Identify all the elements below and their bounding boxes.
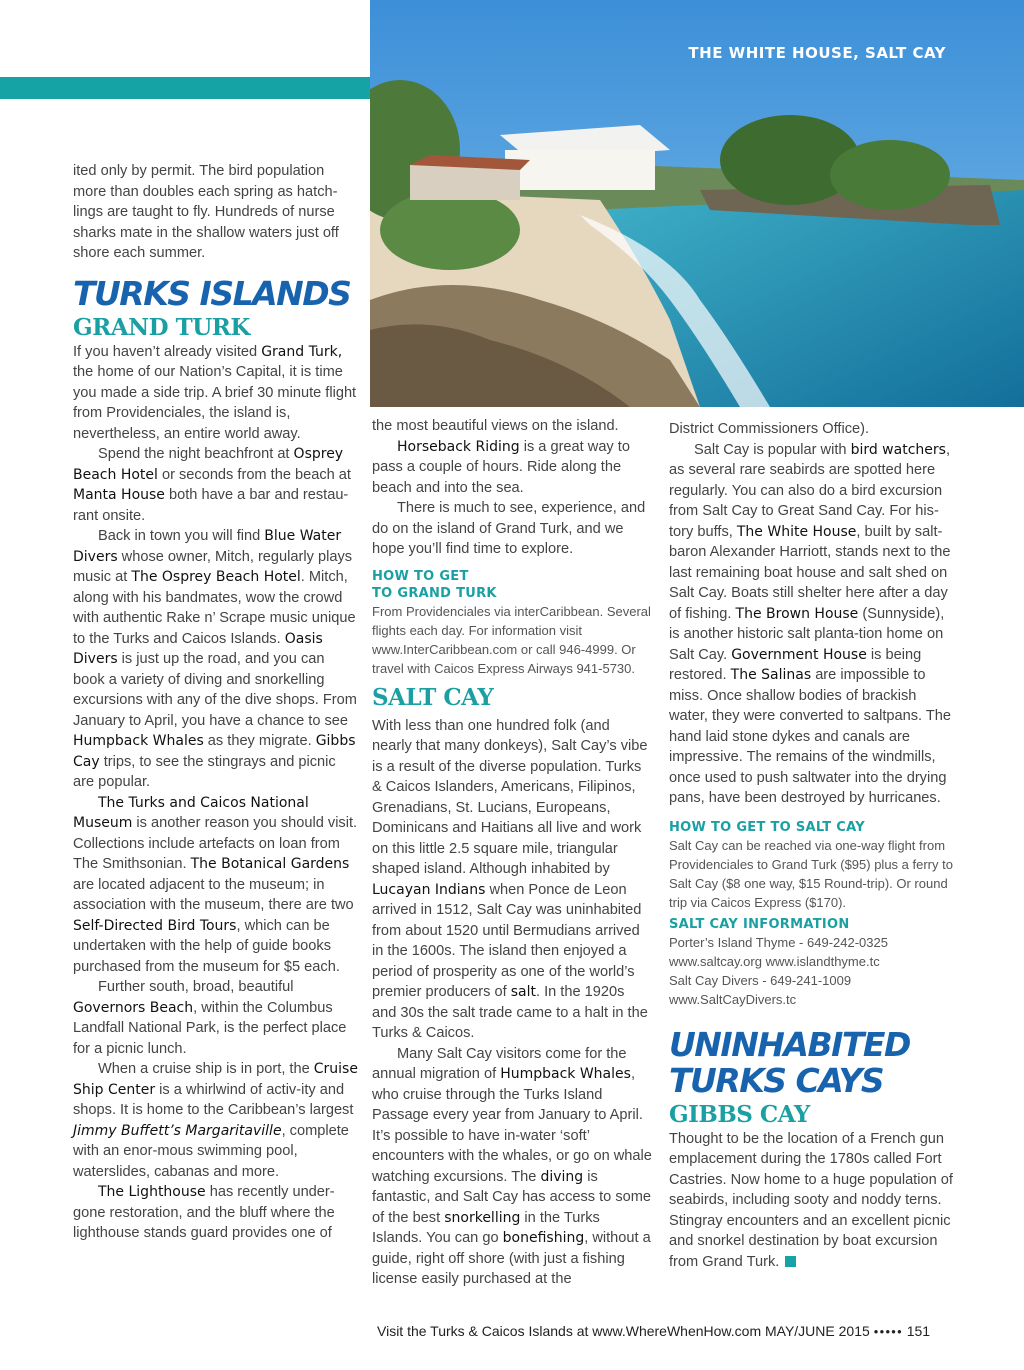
grand-turk-paragraph-5: Further south, broad, beautiful Governors Beach, within the Columbus Landfall National Park, is the perfect place for a picnic lunch. xyxy=(73,979,347,1057)
salt-cay-heading: SALT CAY xyxy=(372,683,494,711)
column-1 xyxy=(73,161,358,1244)
explore-paragraph: There is much to see, experience, and do on the island of Grand Turk, and we hope you’ll find time to explore. xyxy=(372,500,646,557)
how-to-get-grand-turk-heading: HOW TO GET TO GRAND TURK xyxy=(372,568,497,601)
salt-cay-information-heading: SALT CAY INFORMATION xyxy=(669,916,850,932)
salt-cay-info-line-1: Porter’s Island Thyme - 649-242-0325 xyxy=(669,934,888,950)
grand-turk-paragraph-3: Back in town you will find Blue Water Divers whose owner, Mitch, regularly plays music at The Osprey Beach Hotel. Mitch, along with his bandmates, wow the crowd with authentic Rake n’ Scrape music unique to the Turks and Caicos Islands. Oasis Divers is just up the road, and you can book a variety of diving and snorkelling excursions with any of the dive shops. From January to April, you have a chance to see Humpback Whales as they migrate. Gibbs Cay trips, to see the stingrays and picnic are popular. xyxy=(73,528,357,790)
gibbs-cay-paragraph: Thought to be the location of a French gun emplacement during the 1780s called Fort Castries. Now home to a huge population of seabirds, including sooty and noddy terns. Stingray encounters and an excellent picnic and snorkel destination by boat excursion from Grand Turk. xyxy=(669,1130,953,1270)
salt-cay-paragraph-3: District Commissioners Office). xyxy=(669,421,870,437)
how-to-get-grand-turk-text: From Providenciales via interCaribbean. Several flights each day. For information visit www.InterCaribbean.com or call 946-4999. Or travel with Caicos Express Airways 941-5730. xyxy=(372,603,651,676)
salt-cay-paragraph-1: With less than one hundred folk (and nearly that many donkeys), Salt Cay’s vibe is a result of the diverse population. Turks & Caicos Islanders, Americans, Filipinos, Grenadians, St. Lucians, Europeans, Dominicans and Haitians all live and work on this little 2.5 square mile, triangular shaped island. Although inhabited by Lucayan Indians when Ponce de Leon arrived in 1512, Salt Cay was uninhabited from about 1520 until Bermudians arrived in the 1600s. The island then enjoyed a period of prosperity as one of the world’s premier producers of salt. In the 1920s and 30s the salt trade came to a halt in the Turks & Caicos. xyxy=(372,717,648,1041)
how-to-get-salt-cay-text: Salt Cay can be reached via one-way flight from Providenciales to Grand Turk ($95) plus a ferry to Salt Cay ($8 one way, $15 Round-trip). Or round trip via Caicos Express ($170). xyxy=(669,837,953,910)
grand-turk-heading: GRAND TURK xyxy=(73,313,250,341)
end-mark-square xyxy=(785,1256,796,1267)
salt-cay-info-line-4: www.SaltCayDivers.tc xyxy=(669,991,797,1007)
how-to-get-salt-cay-heading: HOW TO GET TO SALT CAY xyxy=(669,819,865,835)
intro-paragraph: ited only by permit. The bird population more than doubles each spring as hatch-lings are taught to fly. Hundreds of nurse sharks mate in the shallow waters just off shore each summer. xyxy=(73,163,339,261)
gibbs-cay-heading: GIBBS CAY xyxy=(669,1100,810,1128)
page-footer xyxy=(377,1323,930,1339)
column-2 xyxy=(372,416,652,1290)
footer-dots: ●●●●● xyxy=(873,1327,903,1336)
grand-turk-paragraph-1: If you haven’t already visited Grand Turk, the home of our Nation’s Capital, it is time you made a side trip. A brief 30 minute flight from Providenciales, the island is, nevertheless, an entire world away. xyxy=(73,343,357,442)
page-number: 151 xyxy=(906,1323,931,1339)
white-house-photo xyxy=(370,0,1024,407)
photo-caption: THE WHITE HOUSE, SALT CAY xyxy=(688,44,946,62)
column-3 xyxy=(669,419,957,1272)
turks-islands-heading: TURKS ISLANDS xyxy=(73,273,351,313)
horseback-paragraph: Horseback Riding is a great way to pass a couple of hours. Ride along the beach and into the sea. xyxy=(372,438,630,496)
uninhabited-turks-cays-heading: UNINHABITED TURKS CAYS xyxy=(669,1024,910,1100)
salt-cay-paragraph-2: Many Salt Cay visitors come for the annual migration of Humpback Whales, who cruise through the Turks Island Passage every year from January to April. It’s possible to have in-water ‘soft’ encounters with the whales, or go on whale watching excursions. The diving is fantastic, and Salt Cay has access to some of the best snorkelling in the Turks Islands. You can go bonefishing, without a guide, right off shore (with just a fishing license easily purchased at the xyxy=(372,1045,652,1287)
teal-accent-bar xyxy=(0,77,370,99)
salt-cay-info-line-2: www.saltcay.org www.islandthyme.tc xyxy=(669,953,880,969)
grand-turk-paragraph-7: The Lighthouse has recently under-gone restoration, and the bluff where the lighthouse stands guard provides one of xyxy=(73,1184,335,1241)
salt-cay-info-line-3: Salt Cay Divers - 649-241-1009 xyxy=(669,972,852,988)
salt-cay-paragraph-4: Salt Cay is popular with bird watchers, as several rare seabirds are spotted here regularly. You can also do a bird excursion from Salt Cay to Great Sand Cay. For his-tory buffs, The White House, built by salt-baron Alexander Harriott, stands next to the last remaining boat house and salt shed on Salt Cay. Boats still shelter here after a day of fishing. The Brown House (Sunnyside), is another historic salt planta-tion home on Salt Cay. Government House is being restored. The Salinas are impossible to miss. Once shallow bodies of brackish water, they were converted to saltpans. The hand laid stone dykes and canals are impressive. The remains of the windmills, once used to push saltwater into the drying pans, have been destroyed by hurricanes. xyxy=(669,441,952,806)
footer-text: Visit the Turks & Caicos Islands at www.WhereWhenHow.com MAY/JUNE 2015 xyxy=(377,1323,870,1339)
grand-turk-paragraph-4: The Turks and Caicos National Museum is another reason you should visit. Collections include artefacts on loan from The Smithsonian. The Botanical Gardens are located adjacent to the museum; in association with the museum, there are two Self-Directed Bird Tours, which can be undertaken with the help of guide books purchased from the museum for $5 each. xyxy=(73,794,358,975)
grand-turk-paragraph-8: the most beautiful views on the island. xyxy=(372,418,619,434)
grand-turk-paragraph-6: When a cruise ship is in port, the Cruise Ship Center is a whirlwind of activ-ity and shops. It is home to the Caribbean’s largest Jimmy Buffett’s Margaritaville, complete with an enor-mous swimming pool, waterslides, cabanas and more. xyxy=(73,1061,358,1180)
grand-turk-paragraph-2: Spend the night beachfront at Osprey Beach Hotel or seconds from the beach at Manta House both have a bar and restau-rant onsite. xyxy=(73,446,351,524)
